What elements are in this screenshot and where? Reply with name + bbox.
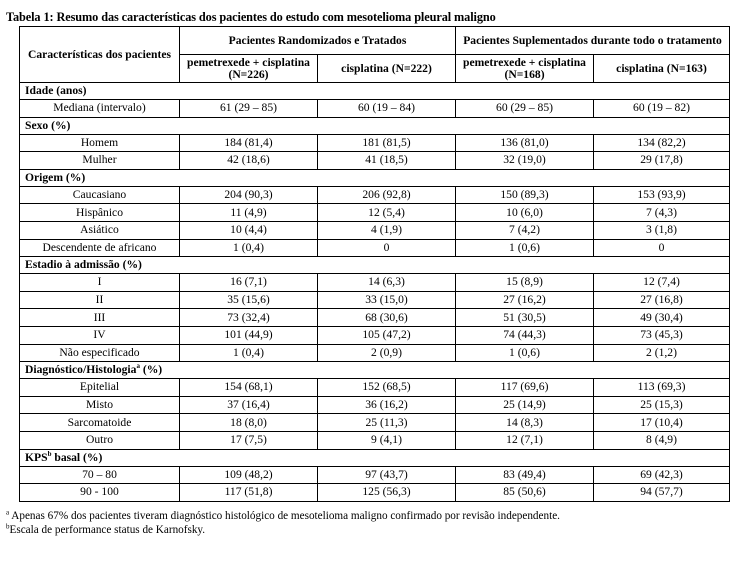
- value-cell: 69 (42,3): [594, 466, 730, 484]
- value-cell: 18 (8,0): [180, 414, 318, 432]
- section-title-text: Diagnóstico/Histologia: [25, 363, 137, 377]
- section-header-row: [20, 117, 730, 134]
- header-col-pemetrexede-randomized: pemetrexede + cisplatina (N=226): [180, 55, 318, 83]
- table-row: [20, 274, 730, 292]
- value-cell: 12 (5,4): [318, 204, 456, 222]
- value-cell: 101 (44,9): [180, 326, 318, 344]
- value-cell: 14 (6,3): [318, 274, 456, 292]
- footnote-a: [6, 510, 560, 522]
- value-cell: 61 (29 – 85): [180, 100, 318, 118]
- value-cell: 105 (47,2): [318, 326, 456, 344]
- table-row: [20, 484, 730, 502]
- value-cell: 117 (51,8): [180, 484, 318, 502]
- section-title: [20, 362, 730, 379]
- footnote-b-text: Escala de performance status de Karnofsky.: [9, 524, 206, 536]
- value-cell: 17 (7,5): [180, 431, 318, 449]
- section-title: [20, 169, 730, 186]
- patient-characteristics-table: [19, 26, 730, 502]
- value-cell: 2 (0,9): [318, 344, 456, 362]
- table-row: [20, 221, 730, 239]
- value-cell: 1 (0,6): [456, 239, 594, 257]
- row-label: IV: [20, 326, 180, 344]
- value-cell: 27 (16,2): [456, 291, 594, 309]
- section-header-row: [20, 362, 730, 379]
- row-label: Epitelial: [20, 379, 180, 397]
- table-row: [20, 379, 730, 397]
- section-title-text: Origem (%): [25, 170, 86, 184]
- value-cell: 60 (19 – 82): [594, 100, 730, 118]
- value-cell: 1 (0,4): [180, 239, 318, 257]
- row-label: Asiático: [20, 221, 180, 239]
- value-cell: 7 (4,2): [456, 221, 594, 239]
- table-body: [20, 83, 730, 502]
- section-header-row: [20, 449, 730, 466]
- footnote-b: [6, 524, 205, 536]
- value-cell: 51 (30,5): [456, 309, 594, 327]
- row-label: Descendente de africano: [20, 239, 180, 257]
- table-row: [20, 344, 730, 362]
- header-group-supplemented: Pacientes Suplementados durante todo o tratamento: [456, 27, 730, 55]
- header-col-cisplatina-randomized: cisplatina (N=222): [318, 55, 456, 83]
- value-cell: 10 (4,4): [180, 221, 318, 239]
- row-label: Misto: [20, 396, 180, 414]
- row-label: Homem: [20, 134, 180, 152]
- value-cell: 136 (81,0): [456, 134, 594, 152]
- header-characteristics: Características dos pacientes: [20, 27, 180, 83]
- section-title-text: KPS: [25, 450, 48, 464]
- table-row: [20, 309, 730, 327]
- value-cell: 83 (49,4): [456, 466, 594, 484]
- value-cell: 60 (19 – 84): [318, 100, 456, 118]
- row-label: Sarcomatoide: [20, 414, 180, 432]
- value-cell: 10 (6,0): [456, 204, 594, 222]
- value-cell: 25 (15,3): [594, 396, 730, 414]
- value-cell: 94 (57,7): [594, 484, 730, 502]
- table-row: [20, 204, 730, 222]
- header-col-pemetrexede-supplemented: pemetrexede + cisplatina (N=168): [456, 55, 594, 83]
- value-cell: 117 (69,6): [456, 379, 594, 397]
- table-row: [20, 291, 730, 309]
- value-cell: 68 (30,6): [318, 309, 456, 327]
- section-title: [20, 257, 730, 274]
- value-cell: 25 (14,9): [456, 396, 594, 414]
- value-cell: 35 (15,6): [180, 291, 318, 309]
- table-row: [20, 152, 730, 170]
- row-label: Não especificado: [20, 344, 180, 362]
- value-cell: 33 (15,0): [318, 291, 456, 309]
- value-cell: 17 (10,4): [594, 414, 730, 432]
- value-cell: 37 (16,4): [180, 396, 318, 414]
- section-title: [20, 449, 730, 466]
- row-label: II: [20, 291, 180, 309]
- section-header-row: [20, 83, 730, 100]
- section-title-footnote-mark: b: [47, 449, 52, 458]
- row-label: Caucasiano: [20, 186, 180, 204]
- value-cell: 97 (43,7): [318, 466, 456, 484]
- value-cell: 109 (48,2): [180, 466, 318, 484]
- value-cell: 25 (11,3): [318, 414, 456, 432]
- value-cell: 12 (7,1): [456, 431, 594, 449]
- section-title-footnote-mark: a: [136, 362, 140, 371]
- table-title: Tabela 1: Resumo das características dos pacientes do estudo com mesotelioma pleural maligno: [6, 10, 496, 24]
- section-title-text: Sexo (%): [25, 118, 71, 132]
- section-title-suffix: (%): [139, 363, 163, 377]
- table-row: [20, 326, 730, 344]
- table-row: [20, 100, 730, 118]
- value-cell: 153 (93,9): [594, 186, 730, 204]
- value-cell: 29 (17,8): [594, 152, 730, 170]
- value-cell: 41 (18,5): [318, 152, 456, 170]
- value-cell: 184 (81,4): [180, 134, 318, 152]
- row-label: I: [20, 274, 180, 292]
- value-cell: 49 (30,4): [594, 309, 730, 327]
- table-row: [20, 239, 730, 257]
- section-title-text: Idade (anos): [25, 84, 87, 97]
- row-label: Hispânico: [20, 204, 180, 222]
- value-cell: 3 (1,8): [594, 221, 730, 239]
- section-header-row: [20, 257, 730, 274]
- footnote-a-text: Apenas 67% dos pacientes tiveram diagnóstico histológico de mesotelioma maligno confirmado por revisão independente.: [11, 510, 560, 522]
- footnote-b-mark: b: [6, 522, 10, 531]
- table-row: [20, 414, 730, 432]
- row-label: 70 – 80: [20, 466, 180, 484]
- value-cell: 113 (69,3): [594, 379, 730, 397]
- table-row: [20, 431, 730, 449]
- value-cell: 181 (81,5): [318, 134, 456, 152]
- header-col-cisplatina-supplemented: cisplatina (N=163): [594, 55, 730, 83]
- section-title: [20, 83, 730, 100]
- value-cell: 12 (7,4): [594, 274, 730, 292]
- row-label: III: [20, 309, 180, 327]
- value-cell: 60 (29 – 85): [456, 100, 594, 118]
- row-label: Mediana (intervalo): [20, 100, 180, 118]
- section-title: [20, 117, 730, 134]
- value-cell: 16 (7,1): [180, 274, 318, 292]
- value-cell: 4 (1,9): [318, 221, 456, 239]
- table-row: [20, 396, 730, 414]
- row-label: 90 - 100: [20, 484, 180, 502]
- value-cell: 42 (18,6): [180, 152, 318, 170]
- table-row: [20, 134, 730, 152]
- value-cell: 7 (4,3): [594, 204, 730, 222]
- value-cell: 8 (4,9): [594, 431, 730, 449]
- value-cell: 152 (68,5): [318, 379, 456, 397]
- value-cell: 1 (0,6): [456, 344, 594, 362]
- value-cell: 9 (4,1): [318, 431, 456, 449]
- value-cell: 32 (19,0): [456, 152, 594, 170]
- value-cell: 73 (45,3): [594, 326, 730, 344]
- section-title-suffix: basal (%): [51, 450, 103, 464]
- value-cell: 14 (8,3): [456, 414, 594, 432]
- value-cell: 0: [594, 239, 730, 257]
- value-cell: 85 (50,6): [456, 484, 594, 502]
- table-row: [20, 186, 730, 204]
- value-cell: 150 (89,3): [456, 186, 594, 204]
- value-cell: 73 (32,4): [180, 309, 318, 327]
- value-cell: 204 (90,3): [180, 186, 318, 204]
- value-cell: 74 (44,3): [456, 326, 594, 344]
- footnote-a-mark: a: [6, 508, 10, 517]
- value-cell: 134 (82,2): [594, 134, 730, 152]
- value-cell: 1 (0,4): [180, 344, 318, 362]
- value-cell: 154 (68,1): [180, 379, 318, 397]
- row-label: Mulher: [20, 152, 180, 170]
- value-cell: 36 (16,2): [318, 396, 456, 414]
- value-cell: 15 (8,9): [456, 274, 594, 292]
- value-cell: 27 (16,8): [594, 291, 730, 309]
- header-group-randomized: Pacientes Randomizados e Tratados: [180, 27, 456, 55]
- value-cell: 0: [318, 239, 456, 257]
- value-cell: 125 (56,3): [318, 484, 456, 502]
- table-row: [20, 466, 730, 484]
- row-label: Outro: [20, 431, 180, 449]
- value-cell: 206 (92,8): [318, 186, 456, 204]
- value-cell: 11 (4,9): [180, 204, 318, 222]
- section-title-text: Estadio à admissão (%): [25, 258, 142, 272]
- section-header-row: [20, 169, 730, 186]
- value-cell: 2 (1,2): [594, 344, 730, 362]
